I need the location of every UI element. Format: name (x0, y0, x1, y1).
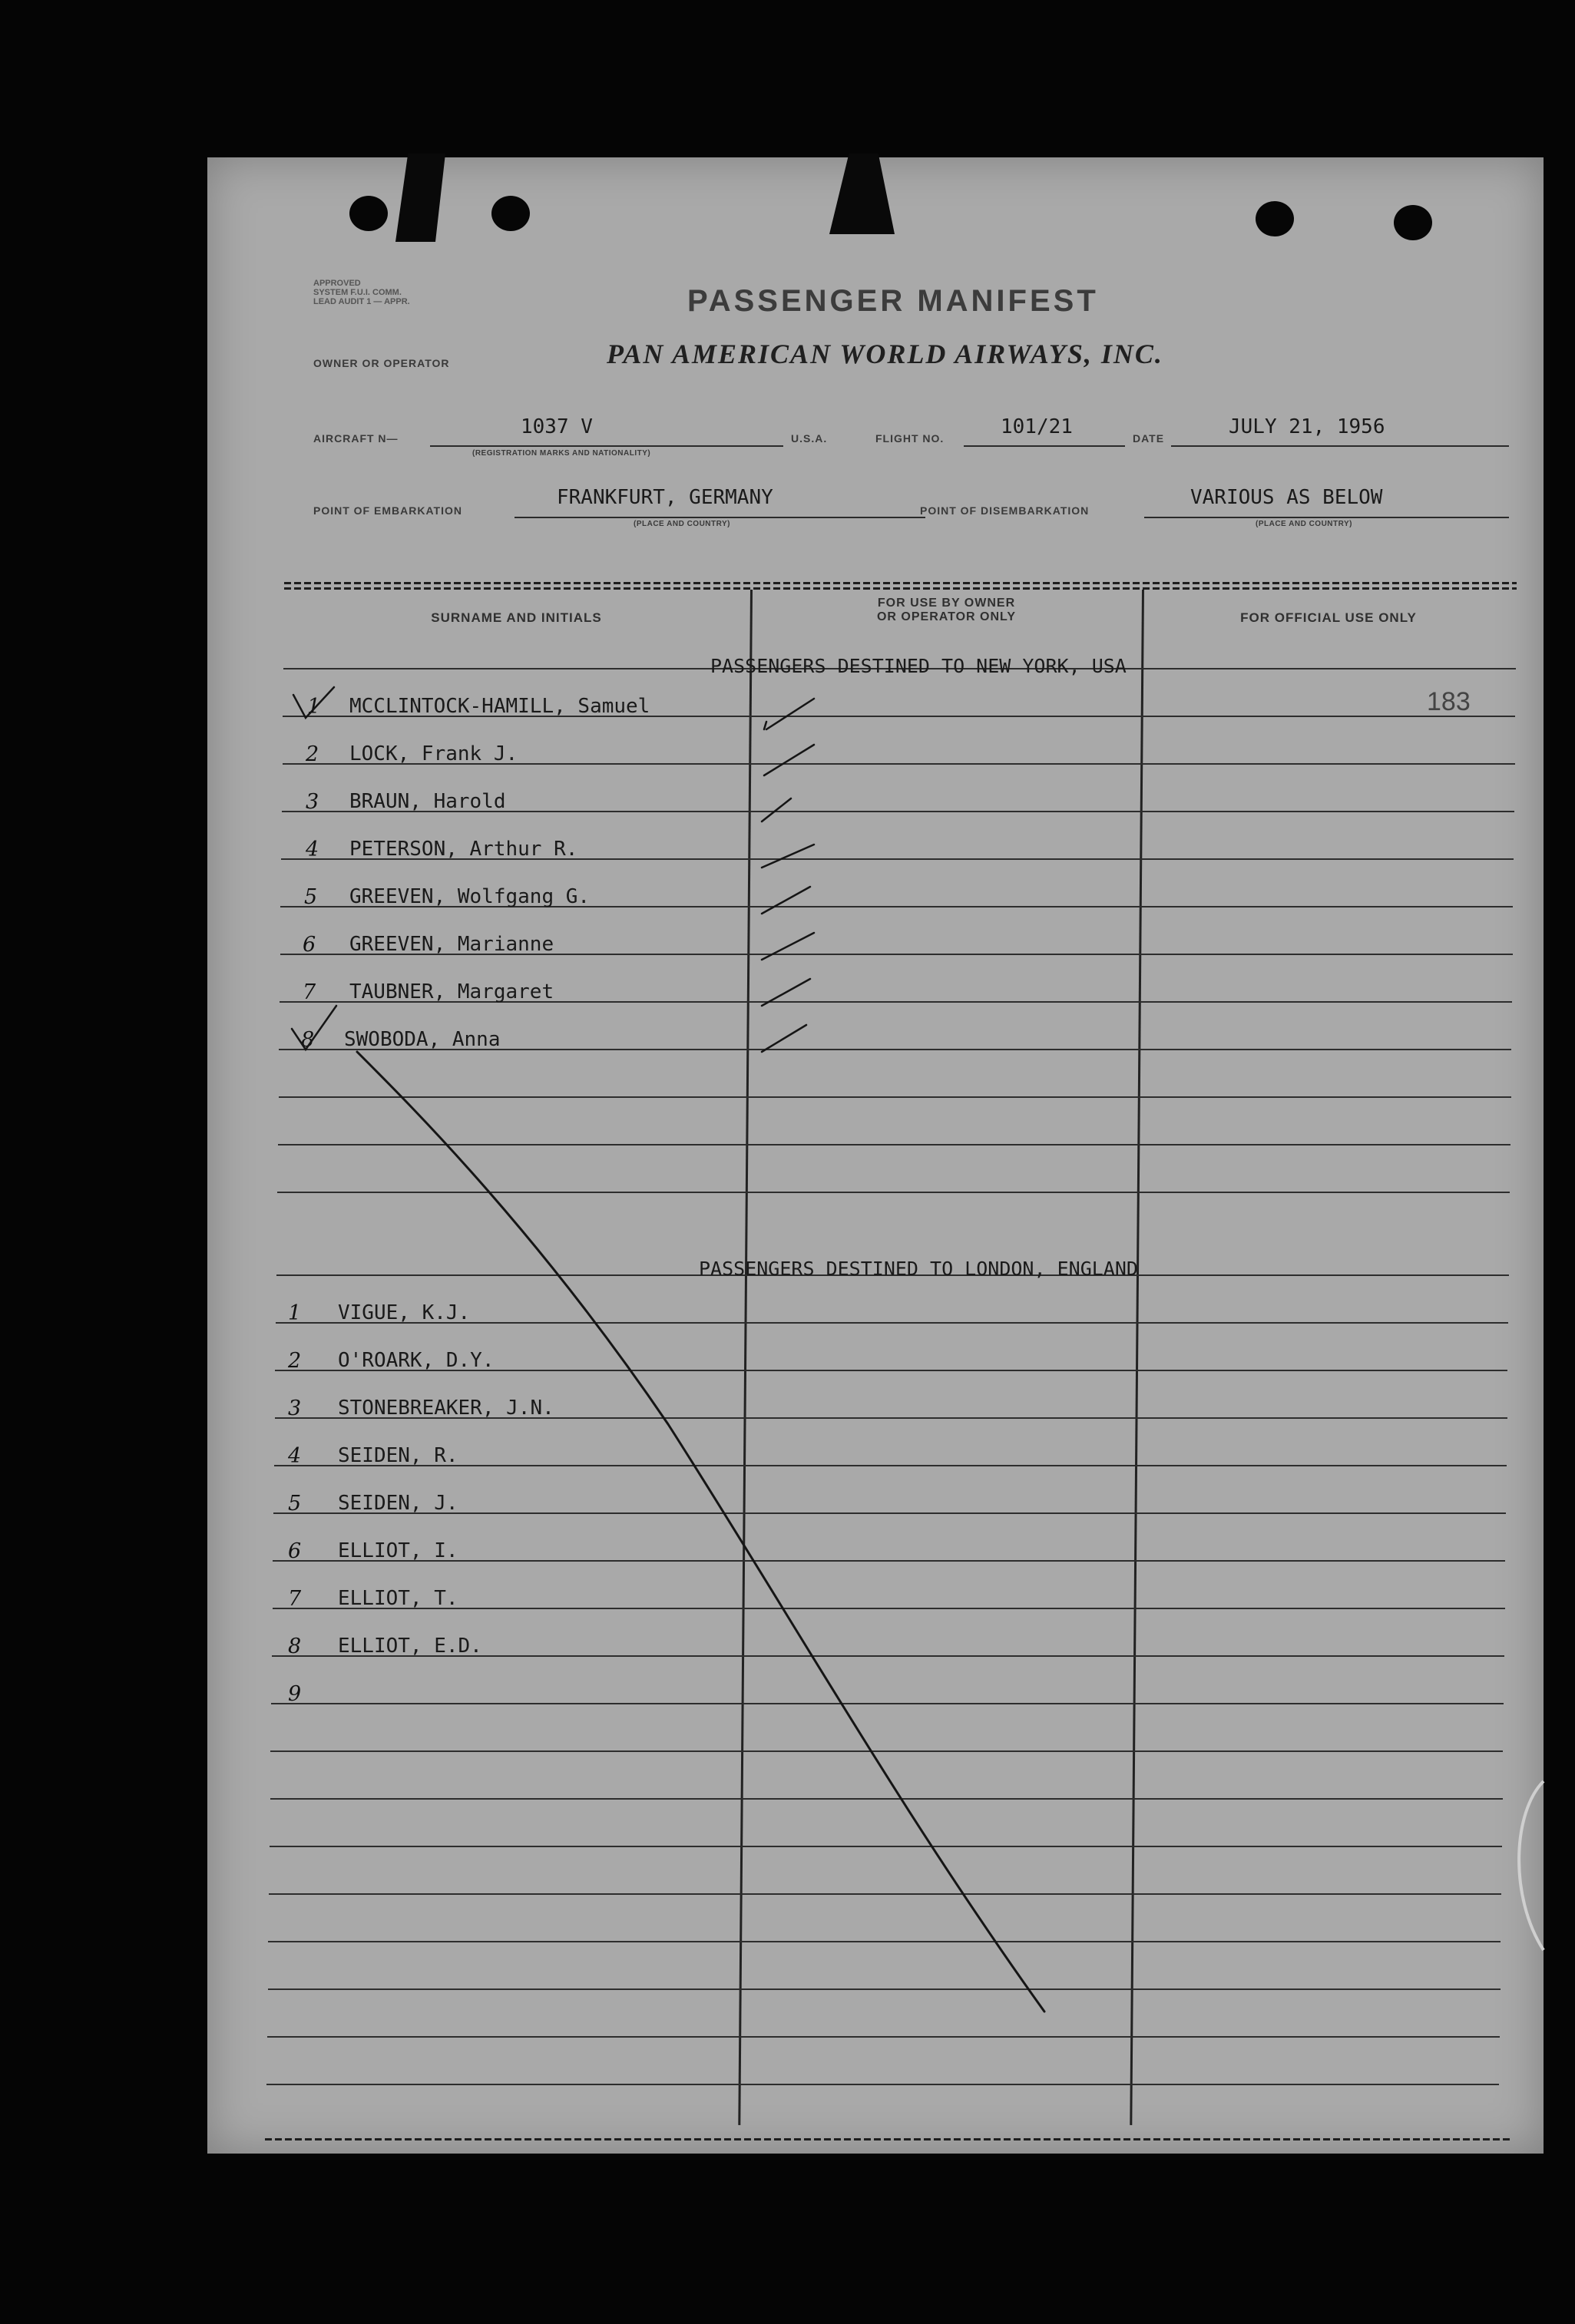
passenger-name: GREEVEN, Wolfgang G. (349, 885, 591, 908)
passenger-name: SWOBODA, Anna (344, 1028, 501, 1051)
registration-caption: (REGISTRATION MARKS AND NATIONALITY) (472, 449, 651, 458)
passenger-name: VIGUE, K.J. (338, 1301, 471, 1324)
row-number: 8 (288, 1635, 302, 1658)
disembarkation-caption: (PLACE AND COUNTRY) (1256, 520, 1352, 528)
approval-stamp: APPROVED SYSTEM F.U.I. COMM. LEAD AUDIT 1 — APPR. (313, 279, 410, 306)
row-number: 4 (306, 838, 319, 861)
passenger-name: GREEVEN, Marianne (349, 933, 554, 956)
check-mark (762, 979, 810, 1006)
check-mark (764, 699, 814, 729)
passenger-name: BRAUN, Harold (349, 790, 506, 813)
strike-diagonal (357, 1052, 1044, 2012)
row-number: 9 (288, 1682, 302, 1706)
check-mark (762, 798, 791, 821)
passenger-name: O'ROARK, D.Y. (338, 1349, 495, 1372)
check-mark (762, 1025, 806, 1052)
row-number: 3 (288, 1397, 302, 1420)
passenger-name: STONEBREAKER, J.N. (338, 1397, 554, 1420)
disembarkation-value: VARIOUS AS BELOW (1190, 486, 1383, 509)
row-number: 5 (288, 1492, 302, 1516)
column-header-names: SURNAME AND INITIALS (431, 610, 602, 625)
row-number: 7 (288, 1587, 302, 1611)
usa-label: U.S.A. (791, 432, 828, 445)
row-number: 3 (306, 790, 319, 814)
manifest-page (207, 157, 1544, 2154)
passenger-name: SEIDEN, R. (338, 1444, 458, 1467)
check-mark (293, 687, 334, 718)
row-number: 6 (303, 933, 316, 957)
check-mark (762, 887, 810, 914)
passenger-name: ELLIOT, T. (338, 1587, 458, 1610)
carrier-name: PAN AMERICAN WORLD AIRWAYS, INC. (607, 339, 1163, 369)
row-number: 2 (288, 1349, 302, 1373)
scan-edge-artifact (1497, 1766, 1575, 1965)
passenger-name: PETERSON, Arthur R. (349, 838, 578, 861)
embarkation-value: FRANKFURT, GERMANY (557, 486, 773, 509)
section-heading-new-york: PASSENGERS DESTINED TO NEW YORK, USA (710, 655, 1127, 677)
column-header-official: FOR OFFICIAL USE ONLY (1240, 610, 1417, 625)
passenger-name: SEIDEN, J. (338, 1492, 458, 1515)
row-number: 1 (288, 1301, 302, 1325)
row-number: 7 (303, 980, 316, 1004)
embarkation-caption: (PLACE AND COUNTRY) (634, 520, 730, 528)
passenger-name: LOCK, Frank J. (349, 742, 518, 765)
date-value: JULY 21, 1956 (1229, 415, 1385, 438)
row-number: 5 (304, 885, 318, 909)
aircraft-value: 1037 V (521, 415, 593, 438)
row-number: 6 (288, 1539, 302, 1563)
passenger-name: TAUBNER, Margaret (349, 980, 554, 1003)
date-label: DATE (1133, 432, 1165, 445)
check-mark (764, 745, 814, 775)
passenger-name: ELLIOT, E.D. (338, 1635, 482, 1658)
aircraft-label: AIRCRAFT N— (313, 432, 399, 445)
embarkation-label: POINT OF EMBARKATION (313, 504, 462, 517)
check-mark (762, 845, 814, 868)
check-mark (292, 1006, 336, 1050)
row-number: 2 (306, 742, 319, 766)
official-number: 183 (1427, 687, 1471, 716)
disembarkation-label: POINT OF DISEMBARKATION (920, 504, 1090, 517)
section-heading-london: PASSENGERS DESTINED TO LONDON, ENGLAND (699, 1258, 1138, 1280)
column-header-owner: FOR USE BY OWNER OR OPERATOR ONLY (876, 597, 1017, 623)
row-number: 1 (307, 695, 321, 719)
check-mark (762, 933, 814, 960)
passenger-name: MCCLINTOCK-HAMILL, Samuel (349, 695, 650, 718)
owner-label: OWNER OR OPERATOR (313, 357, 450, 369)
row-number: 8 (301, 1028, 315, 1052)
handwritten-marks (207, 157, 1544, 2154)
flight-value: 101/21 (1001, 415, 1073, 438)
passenger-name: ELLIOT, I. (338, 1539, 458, 1562)
flight-label: FLIGHT NO. (875, 432, 945, 445)
form-title: PASSENGER MANIFEST (687, 284, 1099, 318)
row-number: 4 (288, 1444, 302, 1468)
